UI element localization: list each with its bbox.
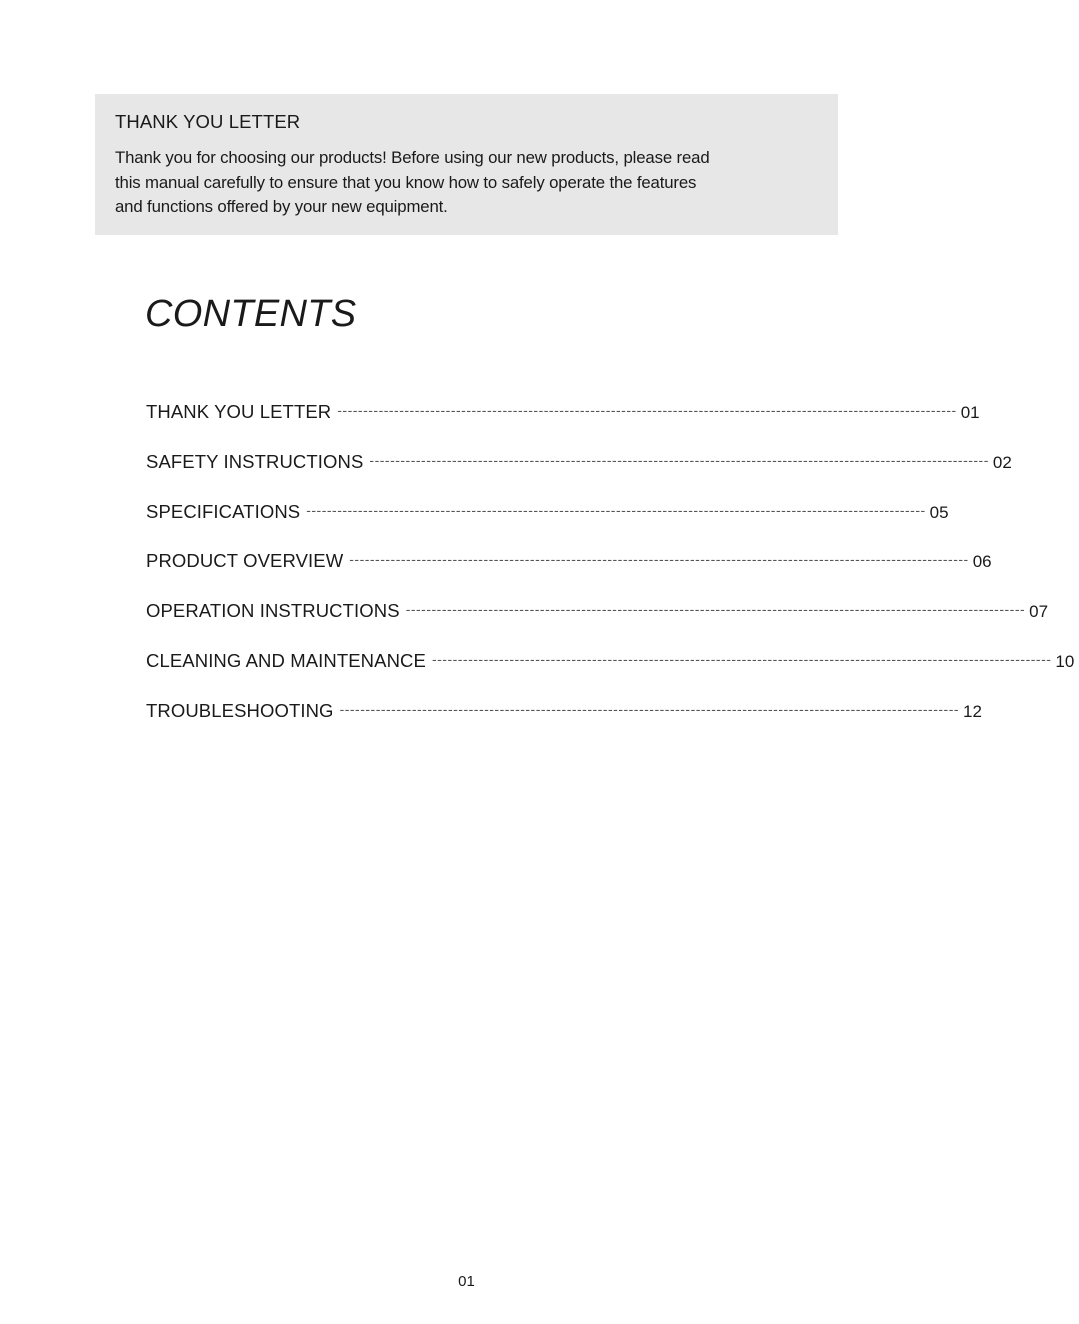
toc-item-page: 06 bbox=[972, 552, 992, 572]
toc-dot-leader: ------------------------------------------------------------------------------------------------------------------------ bbox=[337, 402, 957, 418]
toc-item-label: TROUBLESHOOTING bbox=[146, 699, 334, 721]
contents-title: CONTENTS bbox=[145, 293, 357, 335]
toc-item-label: OPERATION INSTRUCTIONS bbox=[146, 600, 400, 622]
page-number: 01 bbox=[458, 1273, 475, 1290]
toc-item-page: 01 bbox=[960, 403, 980, 422]
toc-dot-leader: ------------------------------------------------------------------------------------------------------------------------ bbox=[431, 650, 1052, 667]
toc-item-label: CLEANING AND MAINTENANCE bbox=[146, 649, 426, 671]
toc-item-label: THANK YOU LETTER bbox=[146, 401, 332, 422]
toc-dot-leader: ------------------------------------------------------------------------------------------------------------------------ bbox=[306, 501, 926, 518]
toc-item-troubleshooting[interactable] bbox=[146, 699, 982, 750]
toc-item-page: 10 bbox=[1055, 651, 1075, 671]
toc-dot-leader: ------------------------------------------------------------------------------------------------------------------------ bbox=[405, 601, 1026, 618]
toc-item-page: 05 bbox=[929, 502, 949, 522]
toc-item-thank-you-letter[interactable] bbox=[146, 401, 980, 451]
toc-dot-leader: ------------------------------------------------------------------------------------------------------------------------ bbox=[369, 451, 989, 468]
thank-you-letter-box bbox=[95, 94, 838, 235]
toc-item-label: SAFETY INSTRUCTIONS bbox=[146, 450, 364, 472]
toc-item-product-overview[interactable] bbox=[146, 550, 992, 600]
toc-item-cleaning-and-maintenance[interactable] bbox=[146, 649, 1075, 700]
table-of-contents bbox=[146, 401, 1075, 750]
letter-body: Thank you for choosing our products! Before using our new products, please read this manual carefully to ensure that you know how to safely operate the features and functions offered by your new equipment. bbox=[115, 148, 710, 216]
toc-item-safety-instructions[interactable] bbox=[146, 450, 1012, 501]
toc-item-operation-instructions[interactable] bbox=[146, 600, 1049, 650]
toc-item-page: 07 bbox=[1029, 602, 1049, 622]
letter-title: THANK YOU LETTER bbox=[115, 111, 301, 132]
toc-item-label: SPECIFICATIONS bbox=[146, 500, 301, 522]
toc-item-page: 02 bbox=[992, 452, 1012, 472]
toc-item-specifications[interactable] bbox=[146, 500, 949, 551]
toc-dot-leader: ------------------------------------------------------------------------------------------------------------------------ bbox=[349, 551, 969, 568]
toc-dot-leader: ------------------------------------------------------------------------------------------------------------------------ bbox=[339, 700, 960, 717]
toc-item-page: 12 bbox=[963, 701, 982, 721]
toc-item-label: PRODUCT OVERVIEW bbox=[146, 550, 344, 572]
